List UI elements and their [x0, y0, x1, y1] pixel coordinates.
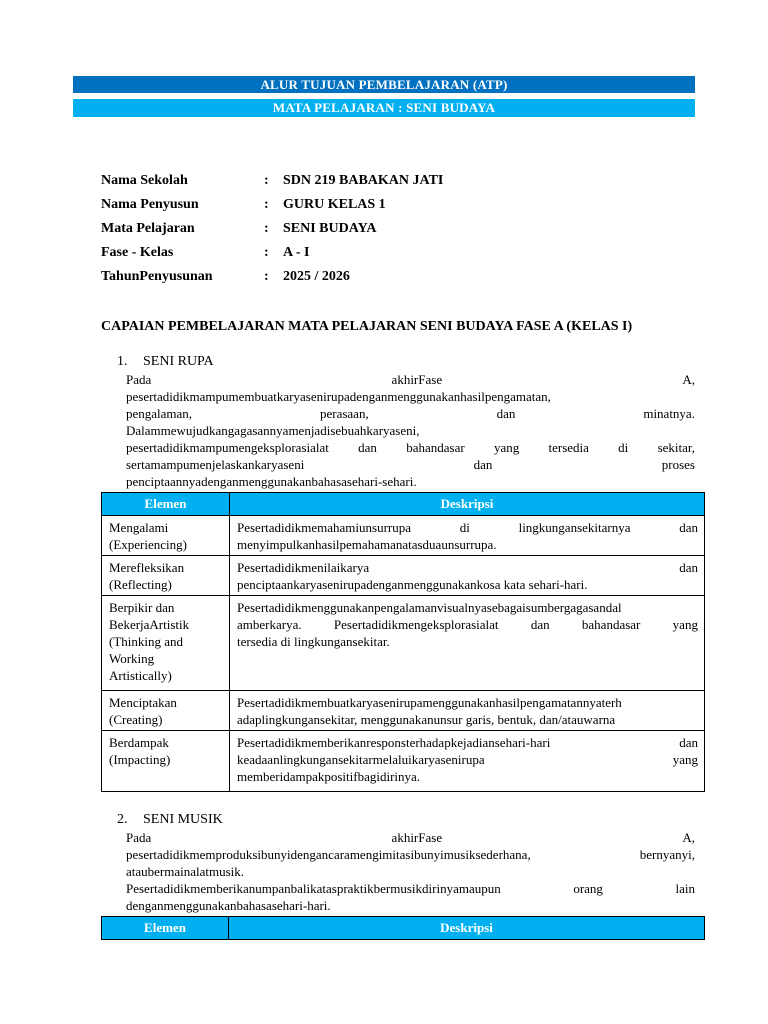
word: Pesertadidikmemberikanumpanbalikataspraktikbermusikdirinyamaupun	[126, 881, 501, 896]
deskripsi-cell	[230, 691, 705, 731]
elemen-line: Berdampak	[109, 735, 169, 750]
word: di	[459, 520, 470, 535]
paragraph-line	[126, 846, 695, 863]
elemen-line: Mengalami	[109, 520, 169, 535]
column-header: Deskripsi	[230, 493, 705, 516]
elemen-cell	[102, 556, 230, 596]
column-header: Elemen	[102, 493, 230, 516]
word: yang	[672, 617, 698, 632]
word: Pesertadidikmengeksplorasialat	[333, 617, 499, 632]
info-label: TahunPenyusunan	[101, 269, 213, 284]
word: bahandasar	[406, 440, 465, 455]
info-colon: :	[264, 245, 269, 260]
word: Pesertadidikmemahamiunsurrupa	[237, 520, 412, 535]
document-title: ALUR TUJUAN PEMBELAJARAN (ATP)	[73, 76, 695, 93]
deskripsi-cell	[230, 731, 705, 792]
deskripsi-cell	[230, 556, 705, 596]
word: menyimpulkanhasilpemahamanatasduaunsurrupa.	[237, 537, 497, 552]
list-number: 2.	[117, 812, 128, 827]
word: dan	[473, 457, 493, 472]
word: sekitar,	[657, 440, 695, 455]
word: adaplingkungansekitar, menggunakanunsur garis, bentuk, dan/atauwarna	[237, 712, 616, 727]
word: yang	[672, 752, 698, 767]
seni-musik-table	[101, 916, 705, 940]
paragraph-line	[126, 880, 695, 897]
deskripsi-line	[237, 536, 698, 553]
word: penciptaannyadenganmenggunakanbahasasehari-sehari.	[126, 474, 417, 489]
elemen-cell	[102, 516, 230, 556]
info-colon: :	[264, 173, 269, 188]
paragraph-line	[126, 371, 695, 388]
info-colon: :	[264, 197, 269, 212]
elemen-cell	[102, 731, 230, 792]
table-row	[102, 556, 705, 596]
info-value: 2025 / 2026	[283, 269, 350, 284]
word: lain	[675, 881, 695, 896]
seni-rupa-table	[101, 492, 705, 792]
paragraph-line	[126, 863, 695, 880]
paragraph-line	[126, 829, 695, 846]
word: amberkarya.	[237, 617, 302, 632]
list-item-seni-musik	[117, 811, 223, 828]
elemen-line: (Thinking and	[109, 634, 184, 649]
elemen-line: Working	[109, 651, 155, 666]
deskripsi-line	[237, 734, 698, 751]
word: tersedia di lingkungansekitar.	[237, 634, 390, 649]
elemen-line: Menciptakan	[109, 695, 177, 710]
paragraph-line	[126, 439, 695, 456]
list-number: 1.	[117, 354, 128, 369]
word: sertamampumenjelaskankaryaseni	[126, 457, 305, 472]
word: akhirFase	[391, 372, 443, 387]
document-subtitle: MATA PELAJARAN : SENI BUDAYA	[73, 99, 695, 117]
deskripsi-cell	[230, 596, 705, 691]
elemen-line: Berpikir dan	[109, 600, 175, 615]
word: dan	[679, 735, 698, 750]
word: proses	[661, 457, 695, 472]
deskripsi-line	[237, 711, 698, 728]
word: pesertadidikmampumengeksplorasialat	[126, 440, 329, 455]
word: A,	[682, 830, 695, 845]
info-value: SENI BUDAYA	[283, 221, 377, 236]
deskripsi-line	[237, 751, 698, 768]
deskripsi-line	[237, 576, 698, 593]
elemen-line: Artistically)	[109, 668, 172, 683]
elemen-cell	[102, 596, 230, 691]
word: di	[618, 440, 629, 455]
list-title: SENI RUPA	[143, 354, 214, 369]
info-value: SDN 219 BABAKAN JATI	[283, 173, 444, 188]
word: akhirFase	[391, 830, 443, 845]
word: bahandasar	[581, 617, 641, 632]
info-label: Nama Sekolah	[101, 173, 188, 188]
list-title: SENI MUSIK	[143, 812, 223, 827]
deskripsi-line	[237, 616, 698, 633]
word: Pesertadidikmembuatkaryasenirupamenggunakanhasilpengamatannyaterh	[237, 695, 622, 710]
paragraph-line	[126, 473, 695, 490]
deskripsi-line	[237, 694, 698, 711]
table-header-row	[102, 917, 705, 940]
deskripsi-line	[237, 559, 698, 576]
info-colon: :	[264, 269, 269, 284]
word: ataubermainalatmusik.	[126, 864, 245, 879]
table-row	[102, 731, 705, 792]
list-item-seni-rupa	[117, 353, 214, 370]
word: Pada	[126, 372, 152, 387]
word: penciptaankaryasenirupadenganmenggunakankosa kata sehari-hari.	[237, 577, 588, 592]
word: keadaanlingkungansekitarmelaluikaryasenirupa	[237, 752, 485, 767]
info-value: A - I	[283, 245, 310, 260]
elemen-line: (Experiencing)	[109, 537, 187, 552]
info-label: Mata Pelajaran	[101, 221, 195, 236]
elemen-cell	[102, 691, 230, 731]
table-row	[102, 596, 705, 691]
section-heading: CAPAIAN PEMBELAJARAN MATA PELAJARAN SENI BUDAYA FASE A (KELAS I)	[101, 319, 633, 334]
word: memberidampakpositifbagidirinya.	[237, 769, 421, 784]
elemen-line: (Impacting)	[109, 752, 171, 767]
word: orang	[573, 881, 603, 896]
table-row	[102, 516, 705, 556]
table-header-row	[102, 493, 705, 516]
paragraph-line	[126, 422, 695, 439]
word: Dalammewujudkangagasannyamenjadisebuahkaryaseni,	[126, 423, 420, 438]
word: pengalaman,	[126, 406, 193, 421]
word: perasaan,	[319, 406, 369, 421]
word: lingkungansekitarnya	[518, 520, 631, 535]
word: Pesertadidikmemberikanresponsterhadapkejadiansehari-hari	[237, 735, 551, 750]
seni-musik-paragraph	[126, 829, 695, 914]
elemen-line: (Reflecting)	[109, 577, 172, 592]
deskripsi-line	[237, 768, 698, 785]
word: Pada	[126, 830, 152, 845]
paragraph-line	[126, 456, 695, 473]
word: yang	[493, 440, 520, 455]
word: A,	[682, 372, 695, 387]
word: bernyanyi,	[639, 847, 695, 862]
word: minatnya.	[643, 406, 695, 421]
info-value: GURU KELAS 1	[283, 197, 386, 212]
deskripsi-line	[237, 633, 698, 650]
column-header: Elemen	[102, 917, 229, 940]
seni-rupa-paragraph	[126, 371, 695, 490]
word: denganmenggunakanbahasasehari-hari.	[126, 898, 331, 913]
deskripsi-line	[237, 519, 698, 536]
word: dan	[679, 560, 698, 575]
deskripsi-cell	[230, 516, 705, 556]
paragraph-line	[126, 388, 695, 405]
word: pesertadidikmampumembuatkaryasenirupadenganmenggunakanhasilpengamatan,	[126, 389, 551, 404]
info-label: Fase - Kelas	[101, 245, 174, 260]
word: dan	[358, 440, 377, 455]
elemen-line: (Creating)	[109, 712, 163, 727]
word: tersedia	[548, 440, 589, 455]
table-row	[102, 691, 705, 731]
word: dan	[679, 520, 698, 535]
word: dan	[530, 617, 550, 632]
info-label: Nama Penyusun	[101, 197, 199, 212]
word: Pesertadidikmenggunakanpengalamanvisualnyasebagaisumbergagasandal	[237, 600, 622, 615]
deskripsi-line	[237, 599, 698, 616]
word: pesertadidikmemproduksibunyidengancaramengimitasibunyimusiksederhana,	[126, 847, 531, 862]
info-colon: :	[264, 221, 269, 236]
word: dan	[496, 406, 516, 421]
word: Pesertadidikmenilaikarya	[237, 560, 370, 575]
elemen-line: Merefleksikan	[109, 560, 185, 575]
paragraph-line	[126, 405, 695, 422]
elemen-line: BekerjaArtistik	[109, 617, 190, 632]
paragraph-line	[126, 897, 695, 914]
column-header: Deskripsi	[229, 917, 705, 940]
